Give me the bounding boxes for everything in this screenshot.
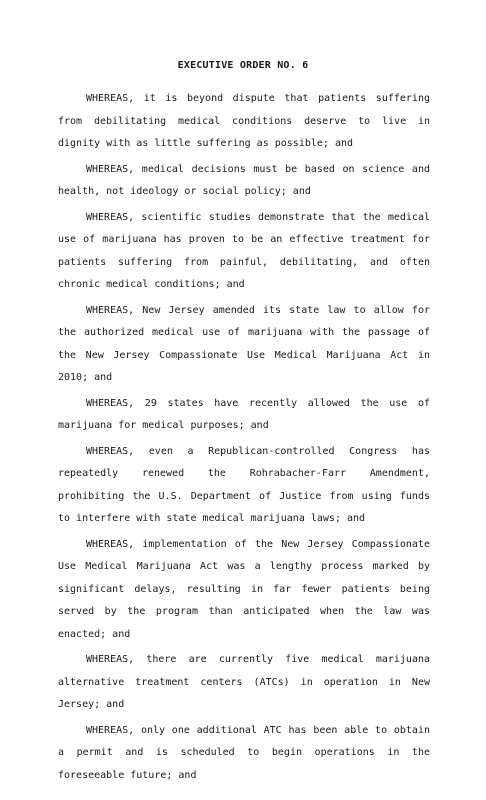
paragraph: WHEREAS, scientific studies demonstrate that the medical use of marijuana has proven to be an effective treatment for patients suffering from painful, debilitating, and often chronic medical conditions; and (58, 211, 430, 290)
paragraph: WHEREAS, even a Republican-controlled Congress has repeatedly renewed the Rohrabacher-Farr Amendment, prohibiting the U.S. Department of Justice from using funds to interfere with state medical marijuana laws; and (58, 445, 430, 524)
paragraph: WHEREAS, only one additional ATC has been able to obtain a permit and is scheduled to begin operations in the foreseeable future; and (58, 724, 430, 781)
document-body (58, 88, 430, 790)
paragraph: WHEREAS, there are currently five medical marijuana alternative treatment centers (ATCs) in operation in New Jersey; and (58, 654, 430, 710)
paragraph: WHEREAS, 29 states have recently allowed the use of marijuana for medical purposes; and (58, 397, 430, 431)
document-title: EXECUTIVE ORDER NO. 6 (177, 60, 309, 71)
paragraph: WHEREAS, medical decisions must be based on science and health, not ideology or social policy; and (58, 163, 430, 197)
paragraph: WHEREAS, implementation of the New Jersey Compassionate Use Medical Marijuana Act was a lengthy process marked by significant delays, resulting in far fewer patients being served by the program than anticipated when the law was enacted; and (58, 538, 430, 640)
paragraph: WHEREAS, New Jersey amended its state law to allow for the authorized medical use of marijuana with the passage of the New Jersey Compassionate Use Medical Marijuana Act in 2010; and (58, 304, 430, 383)
paragraph: WHEREAS, it is beyond dispute that patients suffering from debilitating medical conditions deserve to live in dignity with as little suffering as possible; and (58, 93, 430, 149)
